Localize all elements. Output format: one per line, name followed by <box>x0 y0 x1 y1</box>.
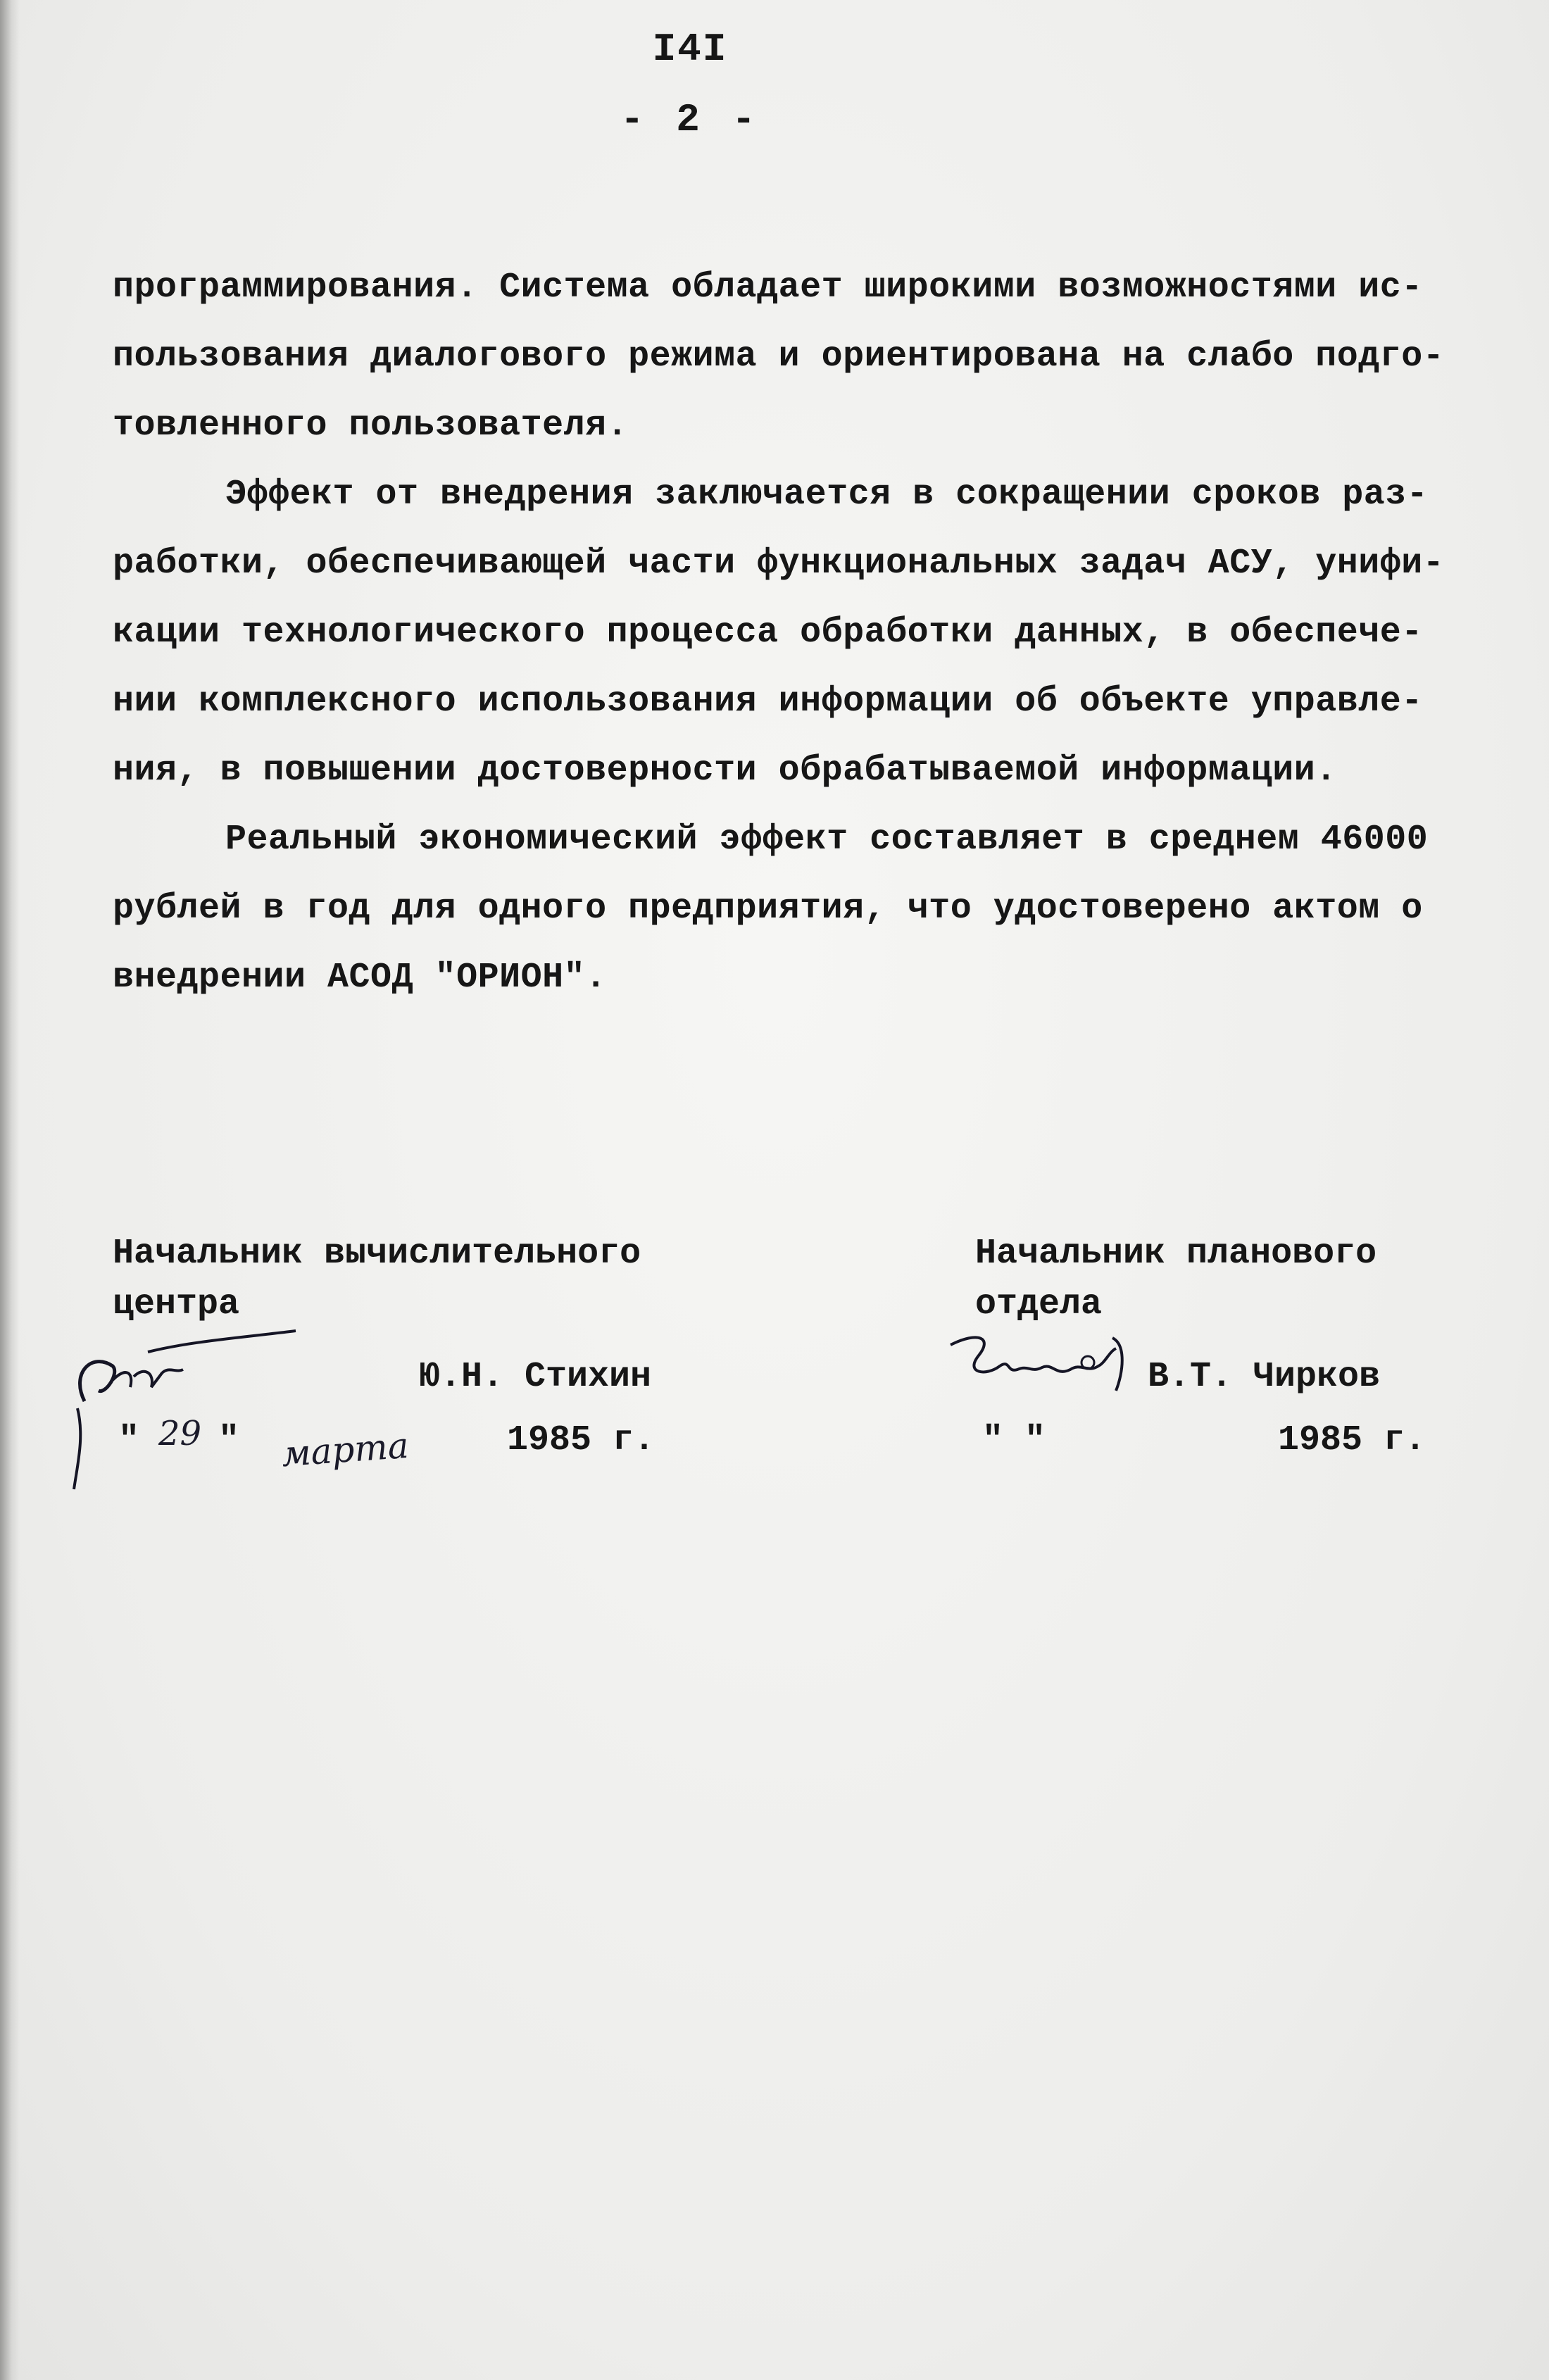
left-signer-title-line2: центра <box>113 1284 240 1324</box>
left-date-day: 29 <box>158 1414 202 1453</box>
right-signer-title-line1: Начальник планового <box>975 1234 1377 1274</box>
text-line: рублей в год для одного предприятия, что удостоверено актом о <box>113 889 1423 929</box>
page-number: I4I <box>652 27 728 72</box>
paragraph-2 <box>113 461 1450 806</box>
left-signer-name: Ю.Н. Стихин <box>419 1357 652 1397</box>
right-signer-name: В.Т. Чирков <box>1148 1357 1381 1397</box>
text-line: Реальный экономический эффект составляет в среднем 46000 <box>225 820 1429 860</box>
right-signer-title-line2: отдела <box>975 1284 1103 1324</box>
left-date-month: марта <box>280 1424 410 1475</box>
right-handwritten-signature <box>936 1324 1169 1401</box>
right-date-quotes: " " <box>982 1420 1046 1460</box>
left-date-open-quote: " <box>118 1420 140 1460</box>
page-edge-shadow <box>0 0 20 2380</box>
text-line: пользования диалогового режима и ориентирована на слабо подго- <box>113 337 1445 377</box>
text-line: программирования. Система обладает широкими возможностями ис- <box>113 268 1423 308</box>
text-line: работки, обеспечивающей части функциональных задач АСУ, унифи- <box>113 544 1445 584</box>
text-line: ния, в повышении достоверности обрабатываемой информации. <box>113 751 1337 791</box>
left-date-close-quote: " <box>218 1420 240 1460</box>
left-handwritten-signature <box>63 1324 331 1493</box>
text-line: Эффект от внедрения заключается в сокращении сроков раз- <box>225 475 1429 515</box>
text-line: внедрении АСОД "ОРИОН". <box>113 958 607 998</box>
page-dash-number: - 2 - <box>620 97 760 142</box>
left-date-year: 1985 г. <box>507 1420 656 1460</box>
body-text <box>113 253 1450 1013</box>
left-signer-title-line1: Начальник вычислительного <box>113 1234 641 1274</box>
right-date-year: 1985 г. <box>1278 1420 1426 1460</box>
paragraph-1 <box>113 253 1450 461</box>
text-line: товленного пользователя. <box>113 406 629 446</box>
text-line: кации технологического процесса обработки данных, в обеспече- <box>113 613 1423 653</box>
text-line: нии комплексного использования информации об объекте управле- <box>113 682 1423 722</box>
paragraph-3 <box>113 806 1450 1013</box>
